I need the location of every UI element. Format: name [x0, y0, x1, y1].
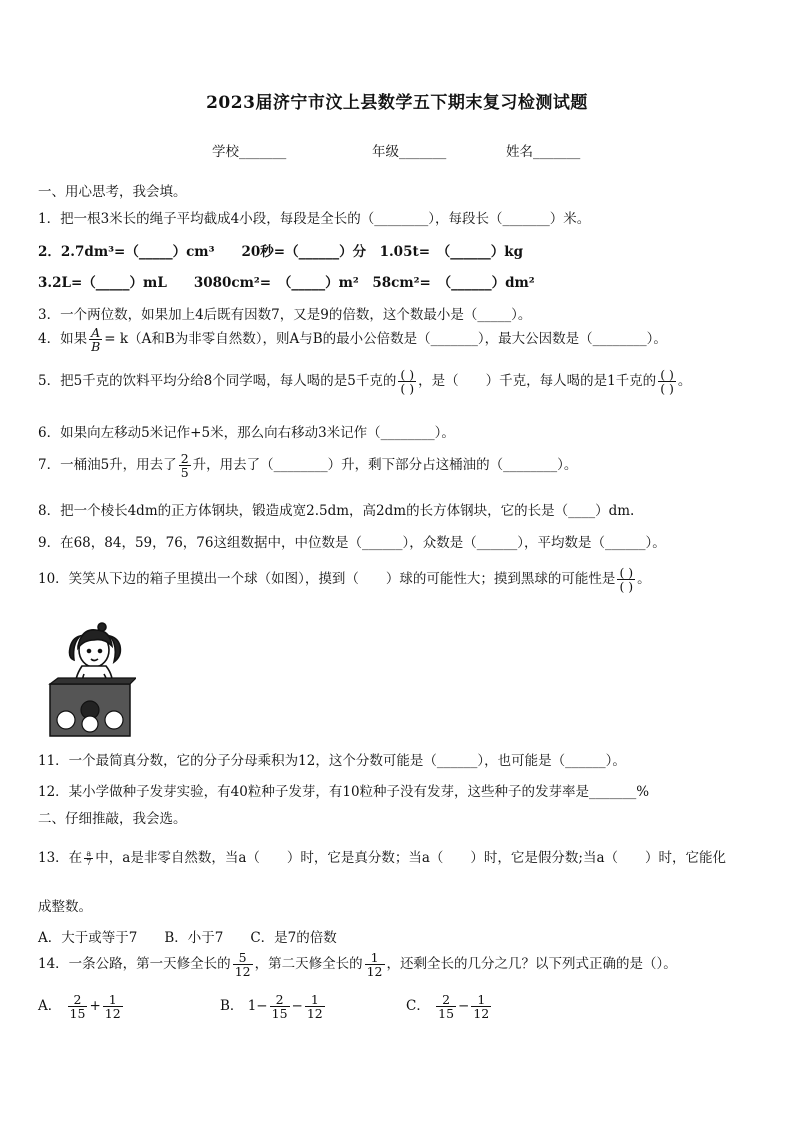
question-10-a: 10．笑笑从下边的箱子里摸出一个球（如图），摸到（ ）球的可能性大；摸到黑球的可能性是 [38, 571, 616, 588]
question-3: 3．一个两位数，如果加上4后既有因数7，又是9的倍数，这个数最小是（_____）。 [38, 307, 532, 323]
option-b [220, 993, 327, 1020]
question-13-a: 13．在 [38, 850, 83, 866]
fraction-numerator: 1 [471, 993, 491, 1007]
fraction-a-over-7 [84, 850, 93, 868]
fraction-denominator: 7 [86, 858, 92, 867]
ball-box [50, 678, 136, 736]
question-2-cont: 3.2L=（_____）mL 3080cm²= （_____）m² 58cm²= （______）dm² [38, 275, 535, 291]
fraction-numerator: 1 [305, 993, 325, 1007]
fraction-blank [658, 368, 676, 395]
question-14-b: ，第二天修全长的 [254, 956, 363, 973]
question-5 [38, 368, 691, 395]
question-5-a: 5．把5千克的饮料平均分给8个同学喝，每人喝的是5千克的 [38, 373, 397, 390]
question-14-a: 14．一条公路，第一天修全长的 [38, 956, 231, 973]
fraction [436, 993, 456, 1020]
question-6: 6．如果向左移动5米记作+5米，那么向右移动3米记作（________）。 [38, 425, 455, 441]
fraction-denominator: ( ) [660, 381, 674, 397]
girl-with-ball-box-illustration [44, 618, 136, 738]
fraction [68, 993, 88, 1020]
fraction-blank [617, 566, 635, 593]
fraction-one-twelfth [365, 951, 385, 978]
fraction [471, 993, 491, 1020]
option-c-label: C． [406, 998, 430, 1015]
question-10 [38, 566, 651, 593]
question-2: 2．2.7dm³=（_____）cm³ 20秒=（______）分 1.05t= （______）kg [38, 244, 524, 260]
question-7-a: 7．一桶油5升，用去了 [38, 457, 177, 474]
fraction-numerator: 2 [270, 993, 290, 1007]
question-4 [38, 326, 667, 353]
fraction-denominator: ( ) [400, 381, 415, 397]
fraction-denominator: 12 [473, 1006, 490, 1022]
fraction-numerator: 1 [103, 993, 123, 1007]
operator: + [89, 998, 101, 1015]
section-heading-2: 二、仔细推敲，我会选。 [38, 811, 187, 827]
fraction-numerator: ( ) [619, 565, 634, 580]
operator: − [291, 998, 303, 1015]
question-4-post: = k（A和B为非零自然数），则A与B的最小公倍数是（_______），最大公因数是（________）。 [104, 331, 667, 348]
fraction-numerator: 5 [233, 951, 253, 965]
section-heading-1: 一、用心思考，我会填。 [38, 184, 187, 200]
question-7-b: 升，用去了（________）升，剩下部分占这桶油的（________）。 [192, 457, 578, 474]
white-ball-icon [105, 711, 123, 729]
question-5-b: ，是（ ）千克，每人喝的是1千克的 [418, 373, 657, 390]
fraction [270, 993, 290, 1020]
fraction-denominator: 12 [234, 964, 251, 980]
question-4-pre: 4．如果 [38, 331, 88, 348]
page-title: 2023届济宁市汶上县数学五下期末复习检测试题 [206, 93, 588, 113]
question-11: 11．一个最简真分数，它的分子分母乘积为12，这个分数可能是（______），也可能是（______）。 [38, 753, 626, 769]
question-13-cont: 成整数。 [38, 899, 92, 915]
fraction-blank [398, 368, 416, 395]
question-8: 8．把一个棱长4dm的正方体钢块，锻造成宽2.5dm，高2dm的长方体钢块，它的长是（____）dm. [38, 503, 635, 519]
question-13-b: 中，a是非零自然数，当a（ ）时，它是真分数；当a（ ）时，它是假分数;当a（ ）时，它能化 [95, 850, 727, 866]
fraction [103, 993, 123, 1020]
name-field: 姓名_______ [506, 144, 581, 160]
grade-field: 年级_______ [372, 144, 447, 160]
fraction-numerator: 2 [436, 993, 456, 1007]
fraction-denominator: 12 [306, 1006, 323, 1022]
question-13-options: A．大于或等于7 B．小于7 C．是7的倍数 [38, 930, 337, 946]
fraction-numerator: ( ) [400, 367, 415, 382]
option-b-pre: 1− [247, 998, 268, 1015]
fraction-denominator: 15 [438, 1006, 455, 1022]
white-ball-icon [82, 716, 98, 732]
question-9: 9．在68，84，59，76，76这组数据中，中位数是（______），众数是（______），平均数是（______）。 [38, 535, 666, 551]
fraction-numerator: 2 [180, 451, 189, 466]
fraction-five-twelfths [233, 951, 253, 978]
fraction-denominator: 12 [104, 1006, 121, 1022]
option-a-label: A． [38, 998, 62, 1015]
option-b-label: B． [220, 998, 244, 1015]
question-14-c: ，还剩全长的几分之几？以下列式正确的是（）。 [386, 956, 677, 973]
fraction-denominator: 15 [69, 1006, 86, 1022]
fraction-denominator: 15 [271, 1006, 288, 1022]
question-7 [38, 452, 577, 479]
fraction-denominator: 12 [366, 964, 383, 980]
fraction-two-fifths [179, 452, 191, 479]
fraction-numerator: ( ) [660, 367, 674, 382]
question-13 [38, 846, 726, 867]
question-12: 12．某小学做种子发芽实验，有40粒种子发芽，有10粒种子没有发芽，这些种子的发芽率是_______% [38, 784, 650, 800]
question-14 [38, 951, 677, 978]
fraction [305, 993, 325, 1020]
question-10-b: 。 [637, 571, 651, 588]
fraction-a-over-b [89, 326, 102, 353]
operator: − [458, 998, 470, 1015]
option-a [38, 993, 125, 1020]
school-field: 学校_______ [212, 144, 287, 160]
fraction-numerator: a [84, 850, 93, 859]
fraction-numerator: 2 [68, 993, 88, 1007]
fraction-denominator: B [91, 339, 101, 355]
fraction-denominator: ( ) [619, 579, 634, 595]
fraction-denominator: 5 [180, 465, 189, 481]
question-5-c: 。 [677, 373, 692, 390]
fraction-numerator: 1 [365, 951, 385, 965]
white-ball-icon [57, 711, 75, 729]
option-c [406, 993, 493, 1020]
fraction-numerator: A [89, 326, 102, 340]
question-1: 1．把一根3米长的绳子平均截成4小段，每段是全长的（________），每段长（_______）米。 [38, 211, 591, 227]
